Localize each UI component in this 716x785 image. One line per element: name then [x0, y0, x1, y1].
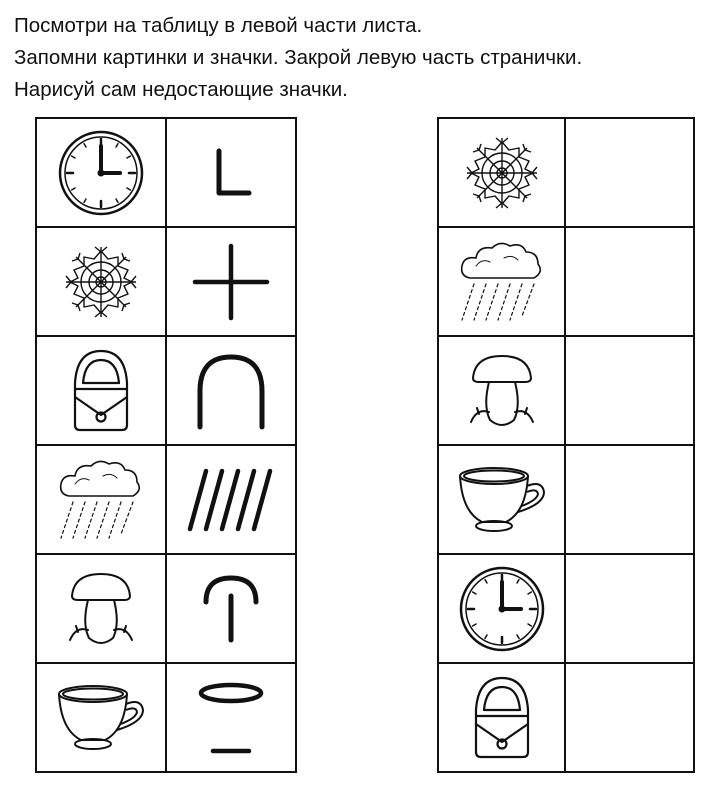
- rain-cloud-icon: [37, 454, 165, 546]
- instruction-line-1: Посмотри на таблицу в левой части листа.: [14, 14, 423, 37]
- corner-sign: [167, 143, 295, 203]
- picture-cell: [36, 445, 166, 554]
- instructions: [14, 10, 704, 106]
- table-row: [438, 118, 694, 227]
- table-row: [438, 554, 694, 663]
- picture-cell: [438, 554, 565, 663]
- handbag-icon: [37, 345, 165, 437]
- blank-answer-cell[interactable]: [565, 227, 694, 336]
- picture-cell: [36, 663, 166, 772]
- picture-cell: [36, 118, 166, 227]
- picture-cell: [36, 554, 166, 663]
- clock-icon: [439, 564, 564, 654]
- table-row: [36, 445, 296, 554]
- table-row: [36, 227, 296, 336]
- blank-answer-cell[interactable]: [565, 118, 694, 227]
- sign-cell: [166, 663, 296, 772]
- table-row: [36, 663, 296, 772]
- blank-answer-cell[interactable]: [565, 336, 694, 445]
- table-row: [438, 227, 694, 336]
- handbag-icon: [439, 672, 564, 764]
- picture-cell: [438, 227, 565, 336]
- mushroom-icon: [37, 564, 165, 654]
- table-row: [438, 336, 694, 445]
- snowflake-icon: [37, 237, 165, 327]
- blank-answer-cell[interactable]: [565, 554, 694, 663]
- table-row: [36, 118, 296, 227]
- table-row: [36, 554, 296, 663]
- blank-answer-cell[interactable]: [565, 445, 694, 554]
- slashes-sign: [167, 465, 295, 535]
- sign-cell: [166, 554, 296, 663]
- blank-answer-cell[interactable]: [565, 663, 694, 772]
- clock-icon: [37, 128, 165, 218]
- picture-cell: [438, 445, 565, 554]
- table-row: [438, 445, 694, 554]
- picture-cell: [438, 663, 565, 772]
- sign-cell: [166, 227, 296, 336]
- picture-cell: [36, 227, 166, 336]
- left-memory-table: [35, 117, 297, 773]
- umbrella-sign: [167, 572, 295, 646]
- arch-sign: [167, 349, 295, 433]
- oval-dash-sign: [167, 675, 295, 761]
- right-answer-table: [437, 117, 695, 773]
- mushroom-icon: [439, 346, 564, 436]
- plus-sign: [167, 240, 295, 324]
- cup-icon: [37, 678, 165, 758]
- instruction-line-2: Запомни картинки и значки. Закрой левую часть странички.: [14, 46, 583, 69]
- snowflake-icon: [439, 128, 564, 218]
- instruction-line-3: Нарисуй сам недостающие значки.: [14, 78, 348, 101]
- rain-cloud-icon: [439, 236, 564, 328]
- sign-cell: [166, 118, 296, 227]
- sign-cell: [166, 336, 296, 445]
- cup-icon: [439, 460, 564, 540]
- sign-cell: [166, 445, 296, 554]
- picture-cell: [438, 118, 565, 227]
- picture-cell: [438, 336, 565, 445]
- table-row: [438, 663, 694, 772]
- picture-cell: [36, 336, 166, 445]
- table-row: [36, 336, 296, 445]
